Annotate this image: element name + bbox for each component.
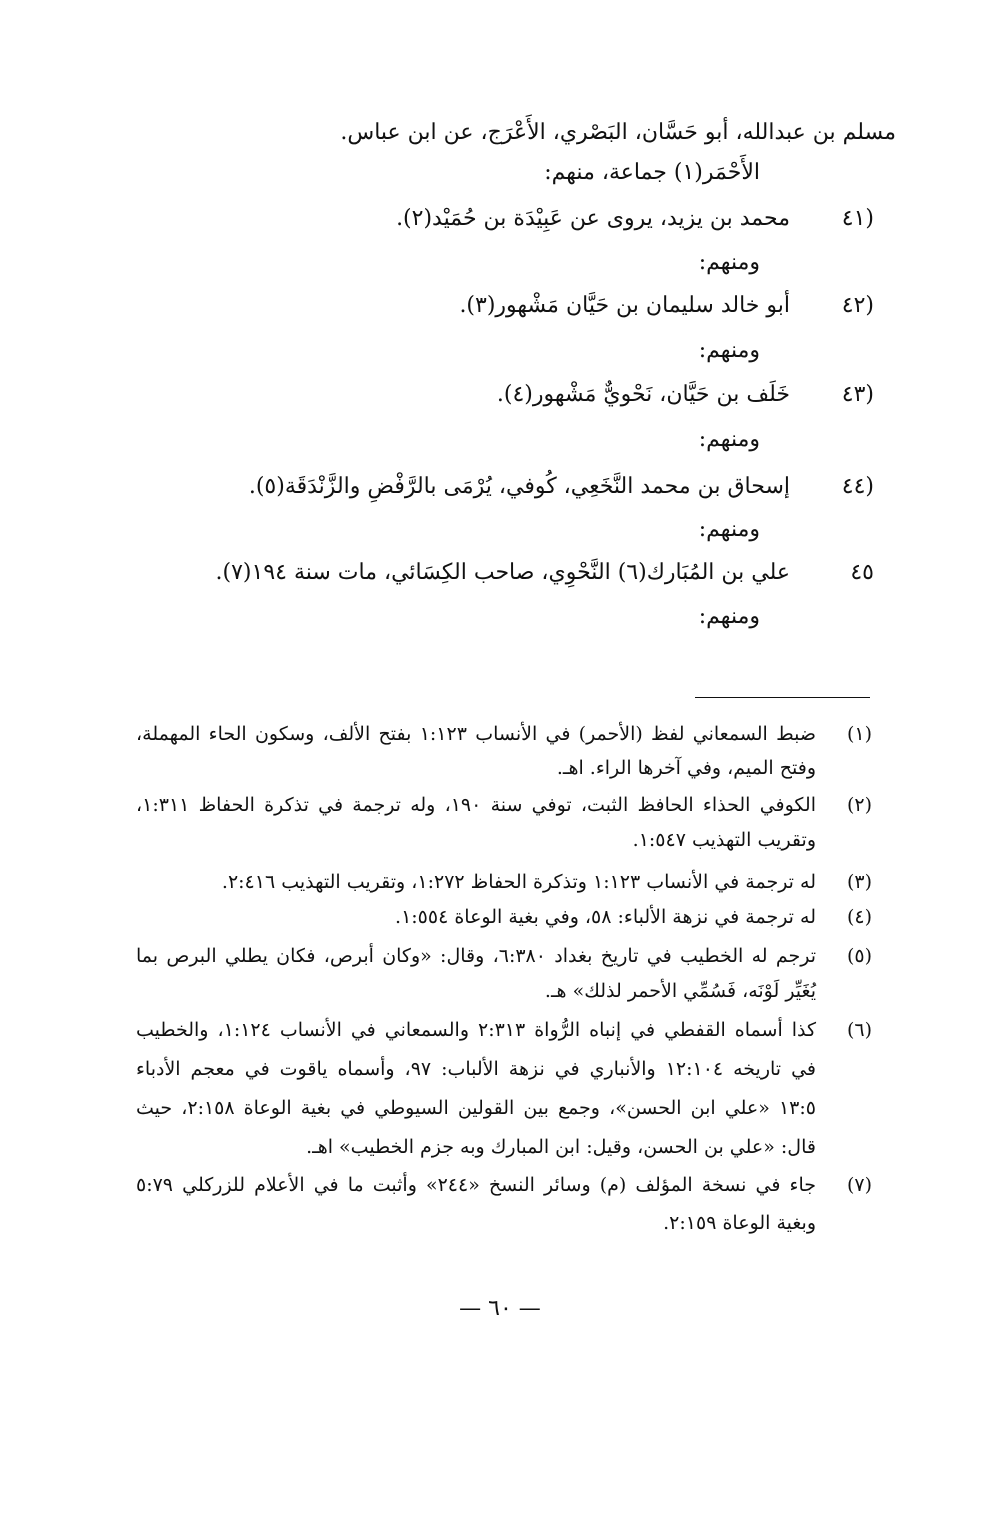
footnote-line: له ترجمة في نزهة الألباء: ٥٨، وفي بغية الوعاة ١:٥٥٤.: [395, 906, 816, 928]
entry-separator: ومنهم:: [698, 517, 760, 542]
footnote-number: (٦): [846, 1019, 872, 1041]
footnote-number: (١): [846, 723, 872, 745]
footnote-number: (٧): [846, 1174, 872, 1196]
section-heading: الأَحْمَر(١) جماعة، منهم:: [544, 160, 760, 185]
footnote-line: يُغَيِّر لَوْنَه، فَسُمِّي الأحمر لذلك» هـ.: [544, 980, 816, 1002]
entry-separator: ومنهم:: [698, 427, 760, 452]
entry-number: (٤١: [841, 206, 874, 231]
footnote-line: في تاريخه ١٢:١٠٤ والأنباري في نزهة الألباب: ٩٧، وأسماه ياقوت في معجم الأدباء: [136, 1058, 816, 1080]
entry-number: (٤٤: [841, 474, 874, 499]
entry-text: علي بن المُبَارك(٦) النَّحْوِي، صاحب الكِسَائي، مات سنة ١٩٤(٧).: [215, 560, 790, 585]
footnote-number: (٤): [846, 906, 872, 928]
footnote-number: (٣): [846, 871, 872, 893]
footnote-line: الكوفي الحذاء الحافظ الثبت، توفي سنة ١٩٠، وله ترجمة في تذكرة الحفاظ ١:٣١١،: [136, 794, 816, 816]
footnote-line: وتقريب التهذيب ١:٥٤٧.: [632, 829, 816, 851]
footnote-number: (٢): [846, 794, 872, 816]
entry-text: أبو خالد سليمان بن حَيَّان مَشْهور(٣).: [459, 293, 790, 318]
entry-text: محمد بن يزيد، يروى عن عَبِيْدَة بن حُمَيْد(٢).: [396, 206, 790, 231]
page-number: — ٦٠ —: [459, 1296, 541, 1321]
footnote-line: ترجم له الخطيب في تاريخ بغداد ٦:٣٨٠، وقال: «وكان أبرص، فكان يطلي البرص بما: [136, 945, 816, 967]
entry-number: ٤٥: [850, 560, 874, 585]
footnote-rule: [695, 697, 870, 698]
footnote-line: جاء في نسخة المؤلف (م) وسائر النسخ «٢٤٤» وأثبت ما في الأعلام للزركلي ٥:٧٩: [136, 1174, 817, 1196]
entry-separator: ومنهم:: [698, 604, 760, 629]
entry-text: إسحاق بن محمد النَّخَعِي، كُوفي، يُرْمَى بالرَّفْضِ والزَّنْدَقَة(٥).: [248, 474, 790, 499]
footnote-line: قال: «علي بن الحسن، وقيل: ابن المبارك وبه جزم الخطيب» اهـ.: [306, 1136, 816, 1158]
intro-line: مسلم بن عبدالله، أبو حَسَّان، البَصْري، الأَعْرَج، عن ابن عباس.: [340, 120, 896, 145]
footnote-line: كذا أسماه القفطي في إنباه الرُّواة ٢:٣١٣ والسمعاني في الأنساب ١:١٢٤، والخطيب: [136, 1019, 816, 1041]
entry-number: (٤٢: [841, 293, 874, 318]
footnote-line: له ترجمة في الأنساب ١:١٢٣ وتذكرة الحفاظ ١:٢٧٢، وتقريب التهذيب ٢:٤١٦.: [221, 871, 816, 893]
footnote-number: (٥): [846, 945, 872, 967]
entry-number: (٤٣: [841, 382, 874, 407]
footnote-line: ضبط السمعاني لفظ (الأحمر) في الأنساب ١:١٢٣ بفتح الألف، وسكون الحاء المهملة،: [136, 723, 816, 745]
footnote-line: وبغية الوعاة ٢:١٥٩.: [663, 1212, 816, 1234]
entry-text: خَلَف بن حَيَّان، نَحْويٌّ مَشْهور(٤).: [496, 382, 790, 407]
footnote-line: ١٣:٥ «علي ابن الحسن»، وجمع بين القولين السيوطي في بغية الوعاة ٢:١٥٨، حيث: [136, 1097, 816, 1119]
entry-separator: ومنهم:: [698, 250, 760, 275]
entry-separator: ومنهم:: [698, 338, 760, 363]
footnote-line: وفتح الميم، وفي آخرها الراء. اهـ.: [556, 757, 816, 779]
